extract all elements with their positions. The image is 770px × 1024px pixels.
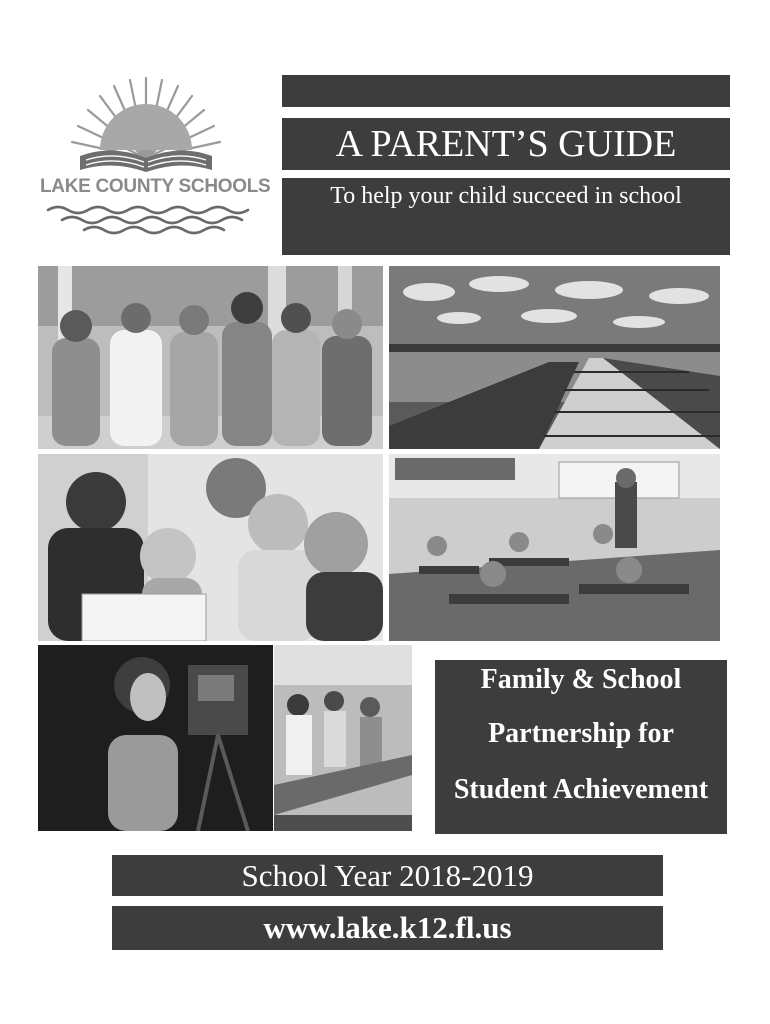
partnership-box xyxy=(435,660,727,834)
sunrise-book-logo-icon xyxy=(40,70,260,178)
partnership-line-1: Family & School xyxy=(480,664,682,695)
logo-text: LAKE COUNTY SCHOOLS xyxy=(40,176,271,197)
partnership-line-3: Student Achievement xyxy=(453,774,709,805)
students-at-laptop-photo xyxy=(38,454,383,641)
school-year-bar xyxy=(112,855,663,896)
page-subtitle: To help your child succeed in school xyxy=(330,183,682,209)
title-box xyxy=(282,118,730,170)
student-with-camera-photo xyxy=(38,645,273,831)
water-waves-icon xyxy=(40,202,260,242)
lake-county-schools-logo xyxy=(40,70,271,245)
subtitle-box xyxy=(282,178,730,255)
header-top-bar xyxy=(282,75,730,107)
science-lab-photo xyxy=(274,645,412,831)
lakeside-boardwalk-photo xyxy=(389,266,720,449)
website-link[interactable]: www.lake.k12.fl.us xyxy=(263,910,512,945)
page-title: A PARENT’S GUIDE xyxy=(335,123,677,165)
partnership-line-2: Partnership for xyxy=(488,718,674,749)
school-year-text: School Year 2018-2019 xyxy=(241,858,534,893)
website-bar xyxy=(112,906,663,950)
classroom-computers-photo xyxy=(389,454,720,641)
group-of-students-photo xyxy=(38,266,383,449)
